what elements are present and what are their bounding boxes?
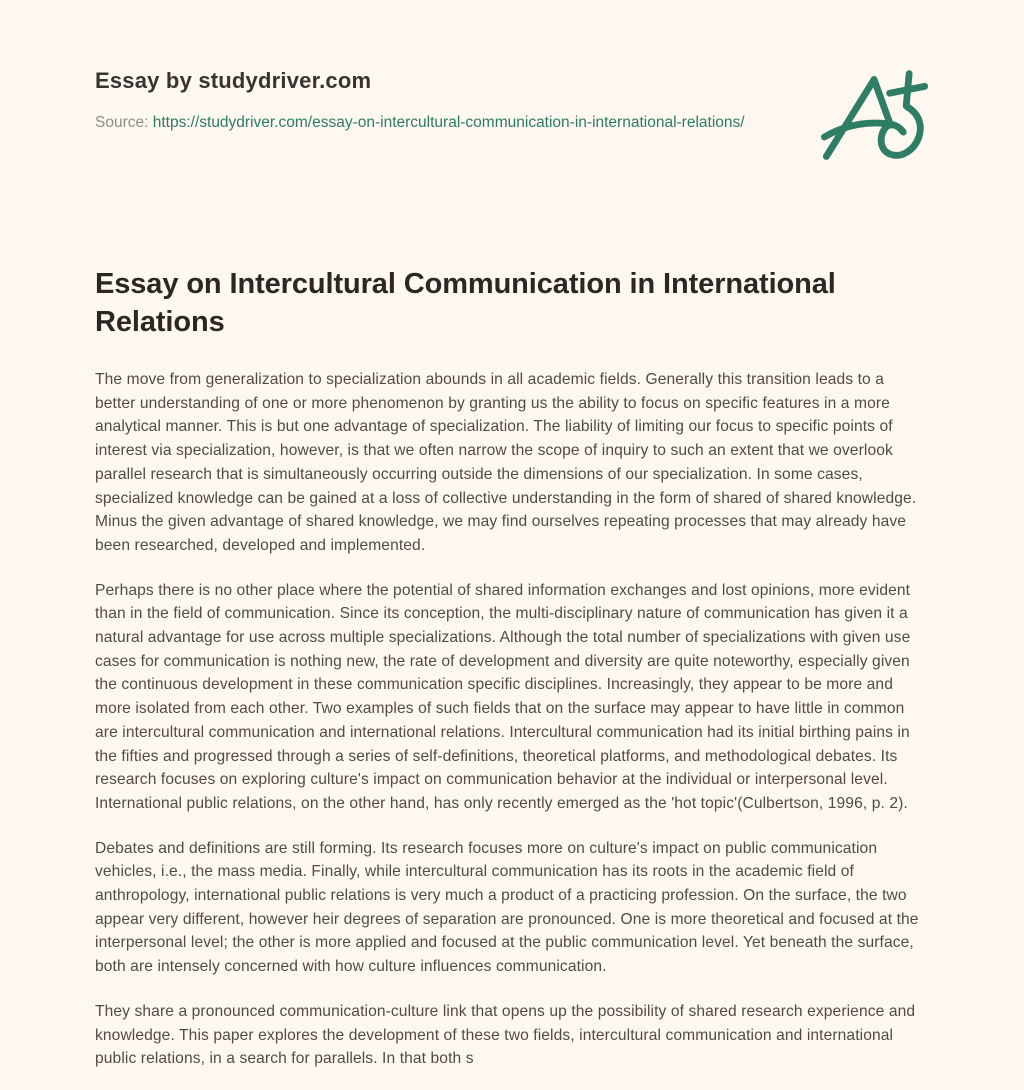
article-paragraph: The move from generalization to specialization abounds in all academic fields. Generally this transition leads to a better understanding of one or more phenomenon by granting us the ability to focus on specific features in a more analytical manner. This is but one advantage of specialization. The liability of limiting our focus to specific points of interest via specialization, however, is that we often narrow the scope of inquiry to such an extent that we overlook parallel research that is simultaneously occurring outside the dimensions of our specialization. In some cases, specialized knowledge can be gained at a loss of collective understanding in the form of shared of shared knowledge. Minus the given advantage of shared knowledge, we may find ourselves repeating processes that may already have been researched, developed and implemented.	[95, 371, 917, 554]
article-paragraph: They share a pronounced communication-culture link that opens up the possibility of shared research experience and knowledge. This paper explores the development of these two fields, intercultural communication and international public relations, in a search for parallels. In that both s	[95, 1002, 916, 1068]
article-paragraph: Perhaps there is no other place where the potential of shared information exchanges and lost opinions, more evident than in the field of communication. Since its conception, the multi-disciplinary nature of communication has given it a natural advantage for use across multiple specializations. Although the total number of specializations with given use cases for communication is nothing new, the rate of development and diversity are quite noteworthy, especially given the continuous development in these communication specific disciplines. Increasingly, they appear to be more and more isolated from each other. Two examples of such fields that on the surface may appear to have little in common are intercultural communication and international relations. Intercultural communication had its initial birthing pains in the fifties and progressed through a series of self-definitions, theoretical platforms, and methodological debates. Its research focuses on exploring culture's impact on communication behavior at the individual or interpersonal level. International public relations, on the other hand, has only recently emerged as the 'hot topic'(Culbertson, 1996, p. 2).	[95, 581, 911, 812]
a-plus-logo-icon	[821, 62, 933, 174]
article-body	[95, 368, 925, 1071]
header-text-block	[95, 64, 745, 134]
source-line	[95, 111, 745, 134]
source-url-link[interactable]: https://studydriver.com/essay-on-intercultural-communication-in-international-relations/	[152, 114, 745, 131]
source-label: Source:	[95, 114, 149, 131]
article-title: Essay on Intercultural Communication in International Relations	[95, 268, 836, 338]
site-title: Essay by studydriver.com	[95, 68, 372, 93]
article-paragraph: Debates and definitions are still forming. Its research focuses more on culture's impact on public communication vehicles, i.e., the mass media. Finally, while intercultural communication has its roots in the academic field of anthropology, international public relations is very much a product of a practicing profession. On the surface, the two appear very different, however heir degrees of separation are pronounced. One is more theoretical and focused at the interpersonal level; the other is more applied and focused at the public communication level. Yet beneath the surface, both are intensely concerned with how culture influences communication.	[95, 839, 919, 976]
page-header	[95, 64, 925, 174]
